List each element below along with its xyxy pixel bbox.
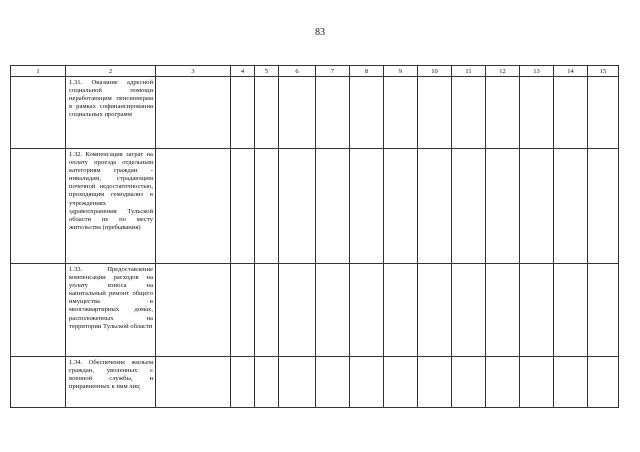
table-row (11, 77, 619, 149)
table-cell (255, 77, 279, 149)
table-cell (11, 149, 66, 264)
table-cell (11, 77, 66, 149)
table-cell (554, 77, 588, 149)
table-cell (350, 357, 384, 408)
table-cell (588, 77, 619, 149)
table-cell (231, 77, 255, 149)
table-cell (255, 149, 279, 264)
table-cell (231, 149, 255, 264)
row-description: 1.34. Обеспечение жильем граждан, уволенных с военной службы, и приравненных к ним лиц (69, 359, 153, 391)
table-cell (486, 357, 520, 408)
table-cell (486, 264, 520, 357)
column-header: 2 (66, 66, 156, 77)
table-cell (255, 357, 279, 408)
table-cell (66, 77, 156, 149)
column-header: 13 (520, 66, 554, 77)
column-header: 6 (279, 66, 316, 77)
table-cell (554, 264, 588, 357)
table-cell (520, 264, 554, 357)
table-cell (66, 149, 156, 264)
table-cell (11, 264, 66, 357)
column-header: 11 (452, 66, 486, 77)
table-cell (279, 357, 316, 408)
table-cell (231, 264, 255, 357)
table-cell (279, 264, 316, 357)
column-header: 4 (231, 66, 255, 77)
column-header: 5 (255, 66, 279, 77)
column-header: 7 (316, 66, 350, 77)
table-cell (350, 264, 384, 357)
table-cell (279, 149, 316, 264)
table-cell (350, 77, 384, 149)
table-cell (588, 264, 619, 357)
header-row (11, 66, 619, 77)
table-cell (554, 357, 588, 408)
column-header: 10 (418, 66, 452, 77)
table-cell (520, 357, 554, 408)
table-cell (384, 149, 418, 264)
column-header: 3 (156, 66, 231, 77)
table-cell (316, 264, 350, 357)
table-cell (588, 149, 619, 264)
table-cell (520, 77, 554, 149)
table-cell (452, 357, 486, 408)
table-cell (156, 357, 231, 408)
table-cell (452, 264, 486, 357)
table-cell (418, 149, 452, 264)
table-cell (452, 149, 486, 264)
table-cell (66, 357, 156, 408)
table-cell (156, 264, 231, 357)
table-cell (418, 357, 452, 408)
column-header: 9 (384, 66, 418, 77)
budget-table (10, 65, 619, 408)
table-cell (452, 77, 486, 149)
table-cell (486, 77, 520, 149)
table-cell (588, 357, 619, 408)
column-header: 12 (486, 66, 520, 77)
table-row (11, 149, 619, 264)
column-header: 1 (11, 66, 66, 77)
row-description: 1.31. Оказание адресной социальной помощи неработающим пенсионерам в рамках софинансирования социальных программ (69, 79, 153, 119)
row-description: 1.32. Компенсация затрат на оплату проезда отдельным категориям граждан - инвалидам, страдающим почечной недостаточностью, проходящим гемодиализ в учреждениях здравоохранения Тульской области не по месту жительства (пребывания) (69, 151, 153, 231)
table-cell (316, 357, 350, 408)
table-cell (418, 77, 452, 149)
table-cell (279, 77, 316, 149)
table-cell (418, 264, 452, 357)
column-header: 14 (554, 66, 588, 77)
table-cell (66, 264, 156, 357)
row-description: 1.33. Предоставление компенсации расходов на уплату взноса на капитальный ремонт общего имущества в многоквартирных домах, расположенных на территории Тульской области (69, 266, 153, 330)
table-cell (486, 149, 520, 264)
table-cell (554, 149, 588, 264)
table-cell (11, 357, 66, 408)
table-cell (316, 149, 350, 264)
table-row (11, 264, 619, 357)
table-cell (316, 77, 350, 149)
table-cell (520, 149, 554, 264)
table-cell (384, 357, 418, 408)
table-cell (231, 357, 255, 408)
table-cell (255, 264, 279, 357)
table-cell (156, 149, 231, 264)
table-cell (384, 77, 418, 149)
column-header: 8 (350, 66, 384, 77)
table-row (11, 357, 619, 408)
table-cell (350, 149, 384, 264)
column-header: 15 (588, 66, 619, 77)
table-cell (156, 77, 231, 149)
page-number: 83 (315, 27, 325, 38)
table-cell (384, 264, 418, 357)
